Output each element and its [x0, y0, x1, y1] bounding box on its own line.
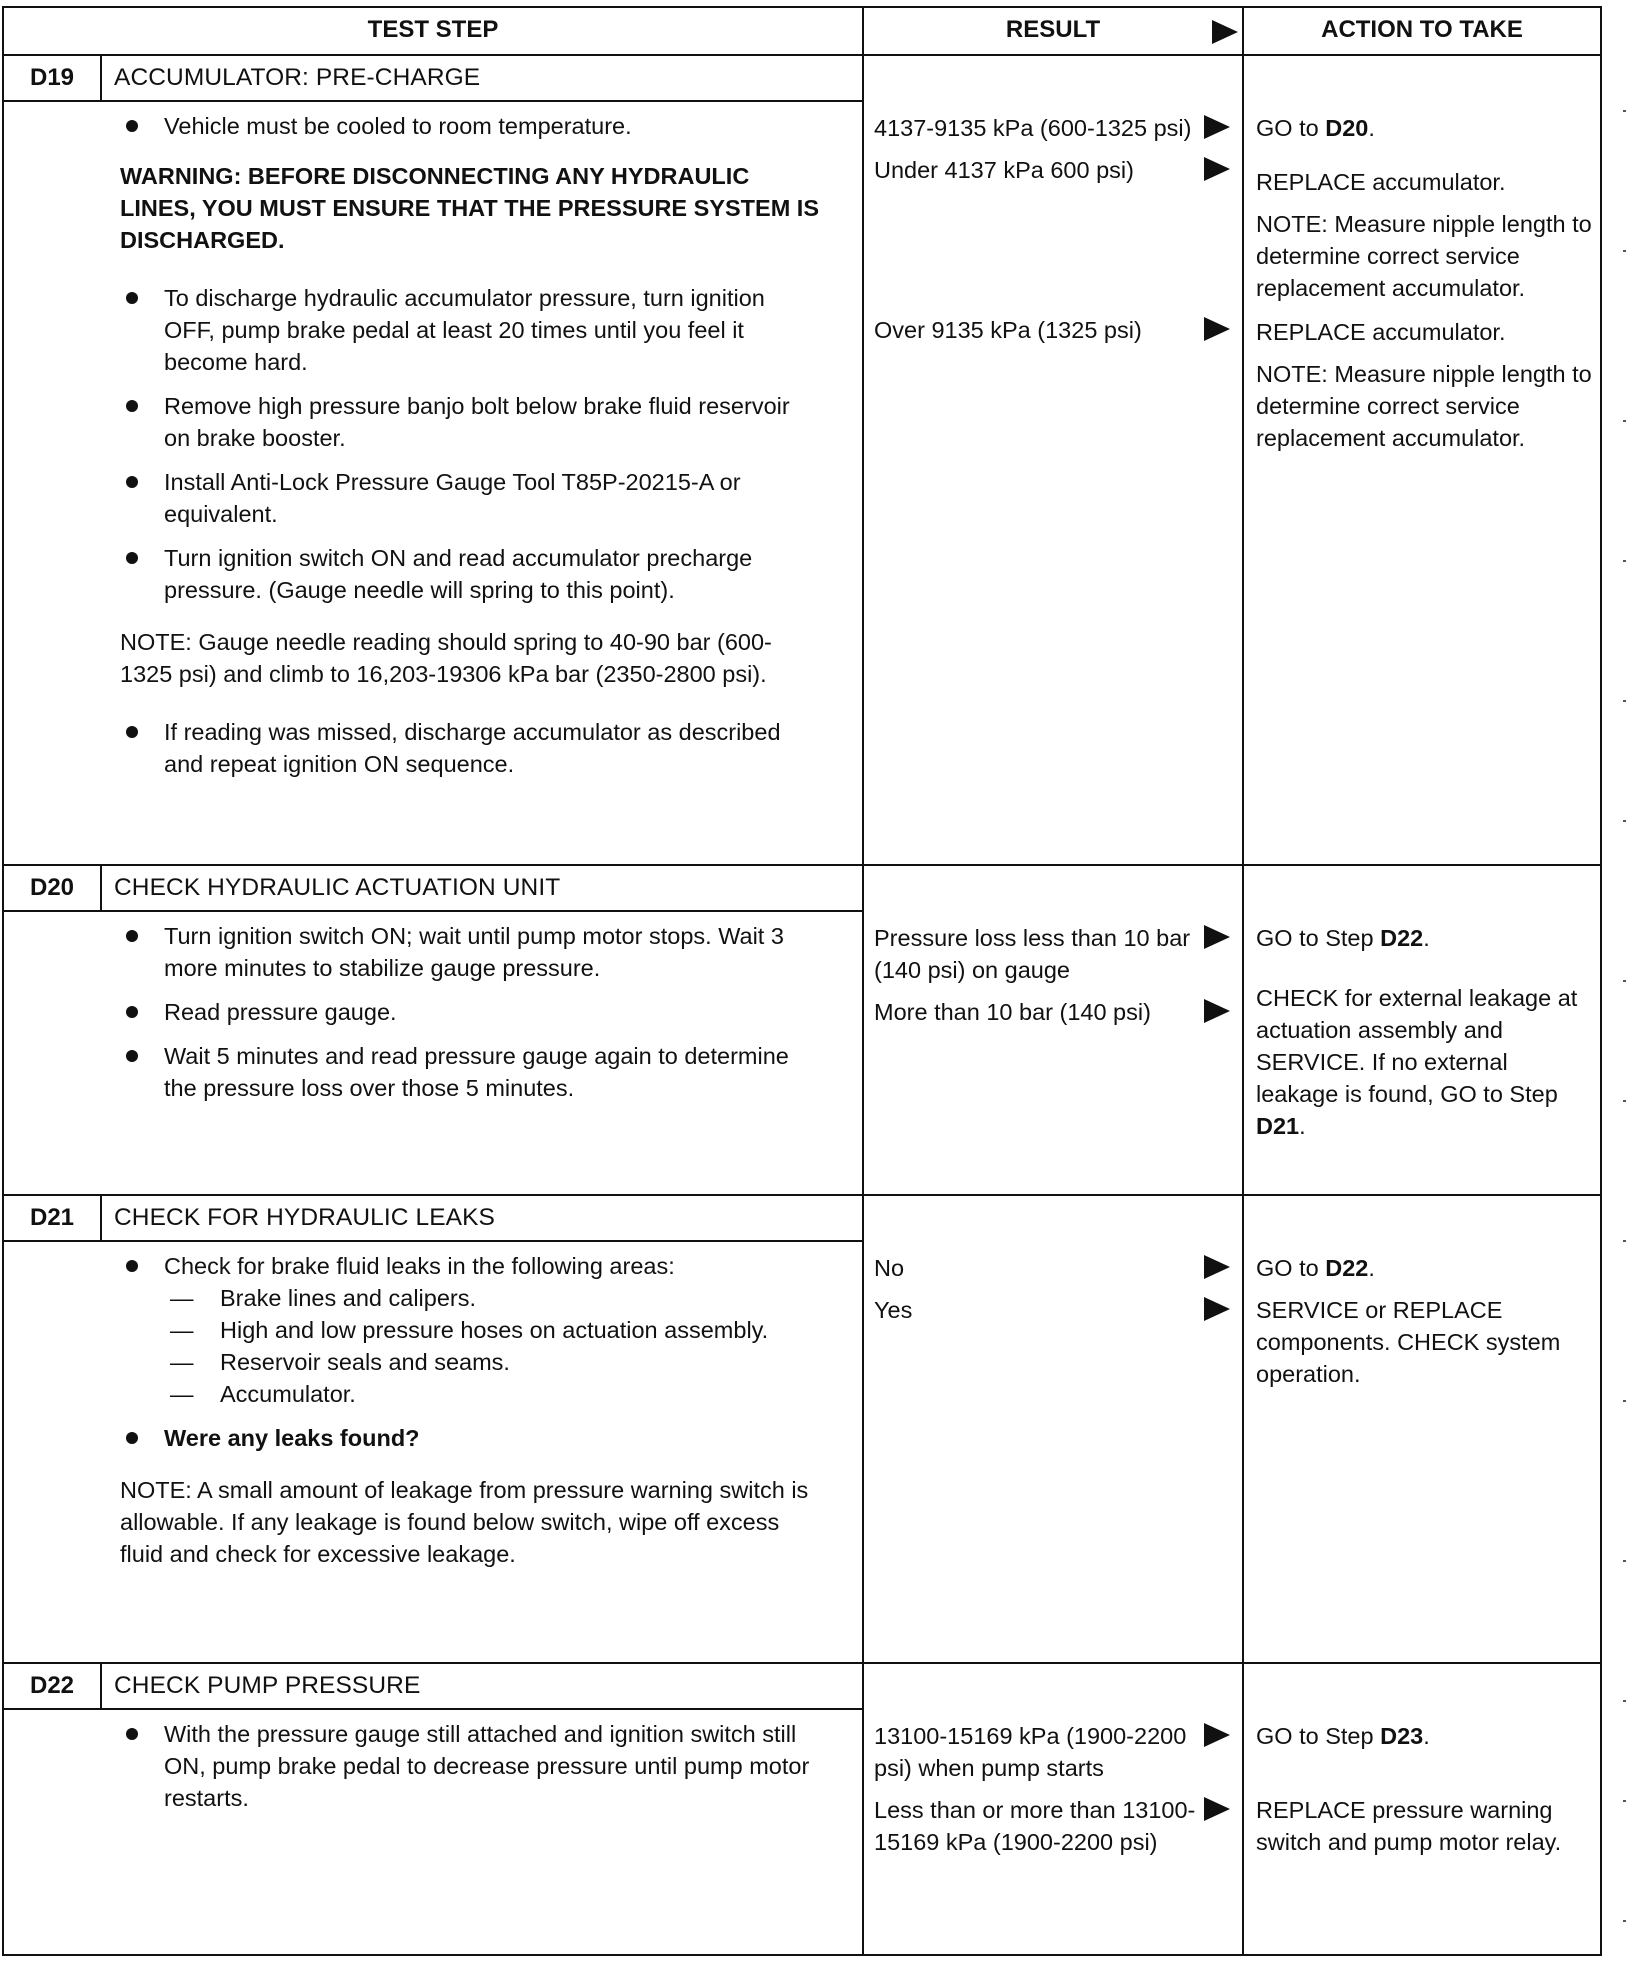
step-id: D19	[4, 56, 102, 100]
step-row	[3, 1663, 1601, 1955]
bullet-item: Check for brake fluid leaks in the following areas:	[120, 1250, 822, 1282]
result-cell	[863, 1195, 1243, 1663]
action-text: GO to Step	[1256, 925, 1381, 951]
action-item	[1256, 982, 1592, 1142]
action-note: NOTE: Measure nipple length to determine correct service replacement accumulator.	[1256, 361, 1592, 451]
action-text: GO to	[1256, 115, 1326, 141]
bullet-question: Were any leaks found?	[120, 1422, 822, 1454]
action-step-ref: D22	[1380, 925, 1424, 951]
step-header	[4, 1664, 862, 1710]
step-title: CHECK HYDRAULIC ACTUATION UNIT	[114, 874, 561, 901]
step-header	[4, 866, 862, 912]
test-step-cell	[3, 1195, 863, 1663]
result-item	[874, 1794, 1236, 1858]
action-step-ref: D22	[1325, 1255, 1369, 1281]
action-item	[1256, 1294, 1592, 1390]
step-row	[3, 865, 1601, 1195]
action-text: SERVICE or REPLACE components. CHECK system operation.	[1256, 1297, 1561, 1387]
arrow-right-icon	[1204, 999, 1230, 1023]
result-item	[874, 1720, 1236, 1784]
arrow-right-icon	[1204, 317, 1230, 341]
action-item	[1256, 922, 1592, 954]
result-item	[874, 922, 1236, 986]
action-text-end: .	[1299, 1113, 1306, 1139]
sub-list	[164, 1282, 822, 1410]
action-text-end: .	[1368, 1255, 1375, 1281]
result-cell	[863, 55, 1243, 865]
step-header	[4, 56, 862, 102]
bullet-item: Turn ignition switch ON and read accumulator precharge pressure. (Gauge needle will spring to this point).	[120, 542, 822, 606]
arrow-right-icon	[1204, 1797, 1230, 1821]
step-id: D22	[4, 1664, 102, 1708]
header-action: ACTION TO TAKE	[1243, 7, 1601, 55]
action-note: NOTE: Measure nipple length to determine correct service replacement accumulator.	[1256, 211, 1592, 301]
diagnostic-table	[2, 6, 1602, 1956]
result-text: 4137-9135 kPa (600-1325 psi)	[874, 115, 1192, 141]
step-id: D20	[4, 866, 102, 910]
action-cell	[1243, 1663, 1601, 1955]
step-title: ACCUMULATOR: PRE-CHARGE	[114, 64, 481, 91]
test-step-cell	[3, 1663, 863, 1955]
action-text: REPLACE pressure warning switch and pump motor relay.	[1256, 1797, 1562, 1855]
result-text: Over 9135 kPa (1325 psi)	[874, 317, 1142, 343]
action-item	[1256, 112, 1592, 144]
arrow-right-icon	[1204, 1723, 1230, 1747]
step-title: CHECK PUMP PRESSURE	[114, 1672, 421, 1699]
bullet-item: Read pressure gauge.	[120, 996, 822, 1028]
action-text: REPLACE accumulator.	[1256, 319, 1506, 345]
bullet-item: Wait 5 minutes and read pressure gauge again to determine the pressure loss over those 5 minutes.	[120, 1040, 822, 1104]
header-result	[863, 7, 1243, 55]
note-text: NOTE: Gauge needle reading should spring to 40-90 bar (600-1325 psi) and climb to 16,203-19306 kPa bar (2350-2800 psi).	[120, 629, 772, 687]
arrow-right-icon	[1204, 925, 1230, 949]
note-text: NOTE: A small amount of leakage from pressure warning switch is allowable. If any leakage is found below switch, wipe off excess fluid and check for excessive leakage.	[120, 1477, 809, 1567]
action-text: GO to	[1256, 1255, 1326, 1281]
bullet-item: With the pressure gauge still attached and ignition switch still ON, pump brake pedal to decrease pressure until pump motor restarts.	[120, 1718, 822, 1814]
header-result-label: RESULT	[1005, 16, 1101, 43]
step-body	[4, 1710, 862, 1836]
step-header	[4, 1196, 862, 1242]
step-body	[4, 912, 862, 1126]
bullet-item: Turn ignition switch ON; wait until pump motor stops. Wait 3 more minutes to stabilize gauge pressure.	[120, 920, 822, 984]
bullet-item: If reading was missed, discharge accumulator as described and repeat ignition ON sequence.	[120, 716, 822, 780]
sub-list-item: — Reservoir seals and seams.	[164, 1346, 822, 1378]
sub-list-item: — High and low pressure hoses on actuation assembly.	[164, 1314, 822, 1346]
result-item	[874, 1294, 1236, 1326]
bullet-item: To discharge hydraulic accumulator pressure, turn ignition OFF, pump brake pedal at least 20 times until you feel it become hard.	[120, 282, 822, 378]
result-item	[874, 996, 1236, 1028]
sub-list-item: — Brake lines and calipers.	[164, 1282, 822, 1314]
step-id: D21	[4, 1196, 102, 1240]
arrow-right-icon	[1212, 20, 1238, 44]
test-step-cell	[3, 865, 863, 1195]
step-title: CHECK FOR HYDRAULIC LEAKS	[114, 1204, 495, 1231]
action-step-ref: D23	[1380, 1723, 1424, 1749]
result-text: Less than or more than 13100-15169 kPa (1900-2200 psi)	[874, 1797, 1196, 1855]
action-cell	[1243, 1195, 1601, 1663]
result-item	[874, 112, 1236, 144]
bullet-item: Install Anti-Lock Pressure Gauge Tool T85P-20215-A or equivalent.	[120, 466, 822, 530]
result-text: Yes	[874, 1297, 913, 1323]
result-text: Under 4137 kPa 600 psi)	[874, 157, 1134, 183]
arrow-right-icon	[1204, 115, 1230, 139]
result-cell	[863, 865, 1243, 1195]
action-item	[1256, 1794, 1592, 1858]
action-text: GO to Step	[1256, 1723, 1381, 1749]
action-text: REPLACE accumulator.	[1256, 169, 1506, 195]
header-test-step: TEST STEP	[3, 7, 863, 55]
result-item	[874, 314, 1236, 346]
step-row	[3, 1195, 1601, 1663]
bullet-item: Vehicle must be cooled to room temperature.	[120, 110, 822, 142]
header-row	[3, 7, 1601, 55]
action-text-end: .	[1368, 115, 1375, 141]
step-body	[4, 102, 862, 802]
arrow-right-icon	[1204, 1255, 1230, 1279]
diagnostic-table-page	[2, 6, 1600, 1956]
result-text: 13100-15169 kPa (1900-2200 psi) when pump starts	[874, 1723, 1187, 1781]
result-text: More than 10 bar (140 psi)	[874, 999, 1151, 1025]
action-cell	[1243, 865, 1601, 1195]
warning-text: WARNING: BEFORE DISCONNECTING ANY HYDRAULIC LINES, YOU MUST ENSURE THAT THE PRESSURE SYSTEM IS DISCHARGED.	[120, 163, 819, 253]
bullet-item: Remove high pressure banjo bolt below brake fluid reservoir on brake booster.	[120, 390, 822, 454]
action-cell	[1243, 55, 1601, 865]
arrow-right-icon	[1204, 1297, 1230, 1321]
step-row	[3, 55, 1601, 865]
action-item	[1256, 166, 1592, 198]
action-item	[1256, 316, 1592, 348]
action-step-ref: D21	[1256, 1113, 1300, 1139]
result-cell	[863, 1663, 1243, 1955]
action-item	[1256, 1252, 1592, 1284]
action-text-end: .	[1423, 1723, 1430, 1749]
action-text-end: .	[1423, 925, 1430, 951]
result-item	[874, 1252, 1236, 1284]
test-step-cell	[3, 55, 863, 865]
result-item	[874, 154, 1236, 186]
margin-ticks	[1612, 0, 1632, 1980]
action-item	[1256, 1720, 1592, 1752]
sub-list-item: — Accumulator.	[164, 1378, 822, 1410]
action-step-ref: D20	[1325, 115, 1369, 141]
result-text: Pressure loss less than 10 bar (140 psi) on gauge	[874, 925, 1191, 983]
result-text: No	[874, 1255, 905, 1281]
action-text: CHECK for external leakage at actuation assembly and SERVICE. If no external leakage is found, GO to Step	[1256, 985, 1578, 1107]
arrow-right-icon	[1204, 157, 1230, 181]
step-body	[4, 1242, 862, 1606]
